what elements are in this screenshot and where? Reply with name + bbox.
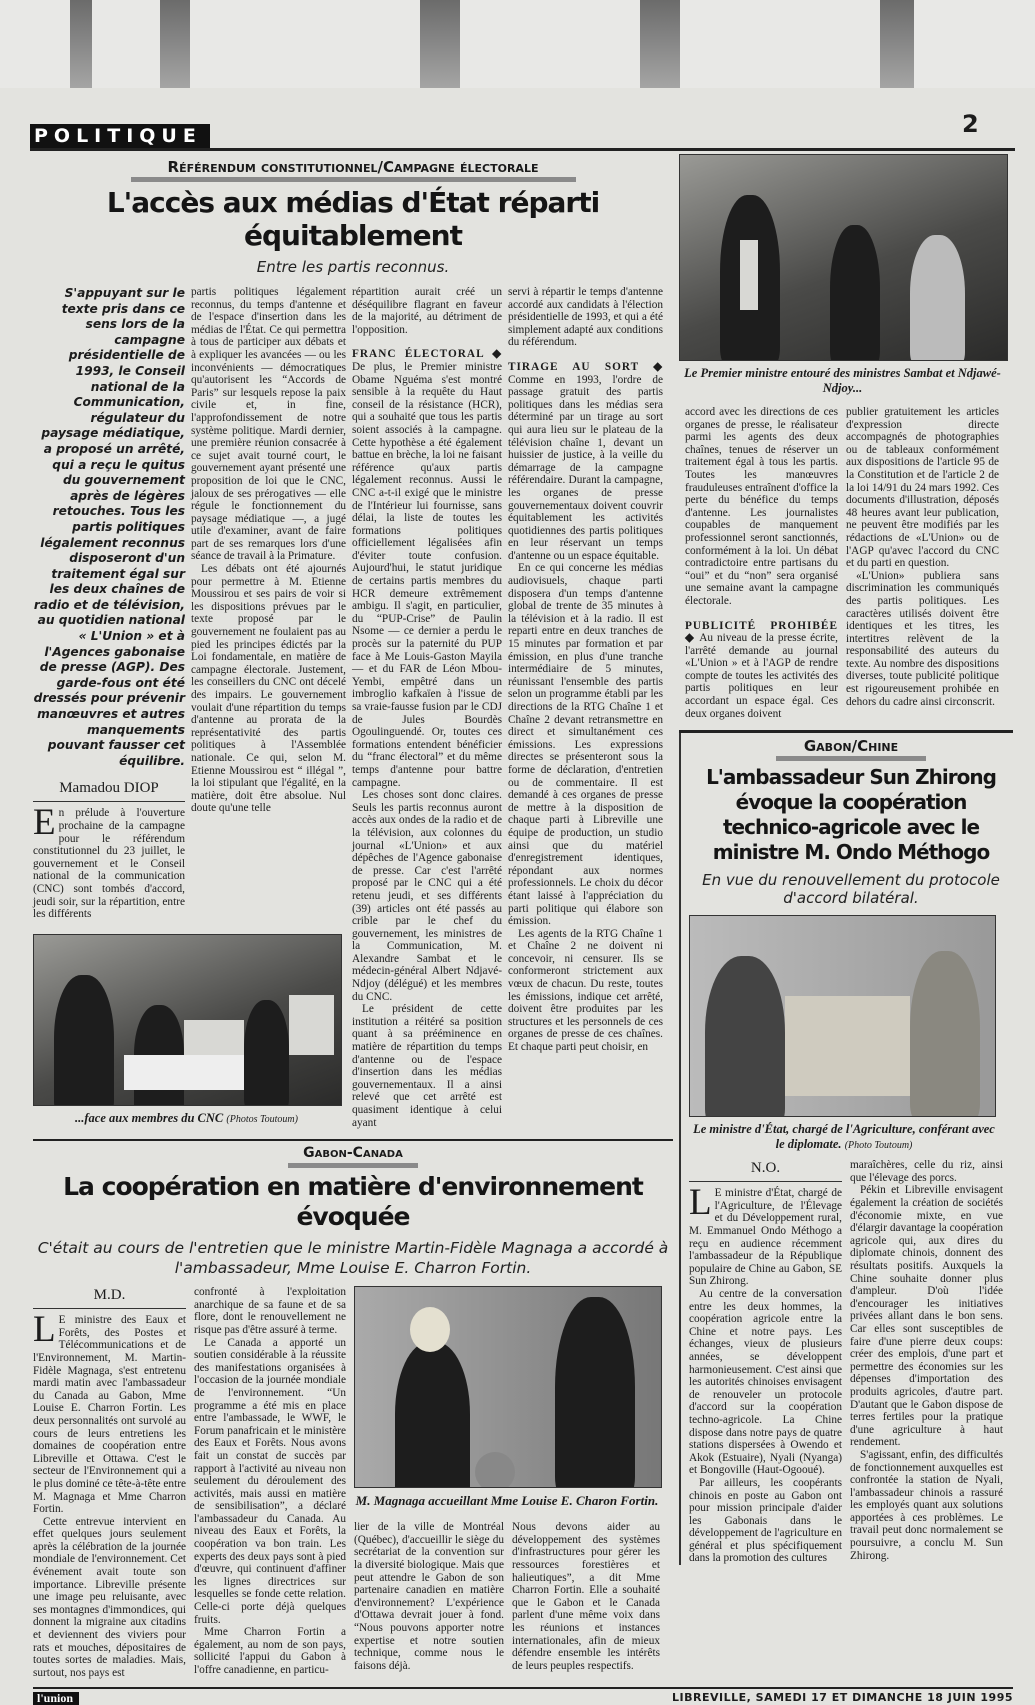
photo-minister-diplomat — [689, 915, 996, 1117]
divider — [33, 801, 185, 802]
photo-credit: (Photos Toutoum) — [226, 1114, 298, 1126]
left-area — [33, 158, 673, 1679]
article1-kicker: Référendum constitutionnel/Campagne électorale — [167, 158, 539, 176]
article3-byline: N.O. — [750, 1160, 781, 1177]
article3-kicker: Gabon/Chine — [803, 737, 899, 756]
scan-artifact — [160, 0, 190, 88]
photo-credit: (Photo Toutoum) — [844, 1140, 913, 1152]
article1-column-5 — [685, 406, 838, 720]
article3-column-1-text — [689, 1182, 842, 1565]
drop-cap: L — [689, 1182, 712, 1224]
paragraph: Comme en 1993, l'ordre de passage gratuit des partis politiques dans les médias sera déterminé par un tirage au sort qui aura lieu sur le plateau de la télévision chaîne 1, devant un huissier de justice, à la veille du démarrage de la campagne référendaire. Durant la campagne, les organes de presse gouvernementaux doivent couvrir équitablement les activités quotidiennes des partis politiques en leur réservant un temps d'antenne ou un espace équitable. — [508, 373, 663, 562]
paragraph: De plus, le Premier ministre Obame Nguéma s'est montré sensible à la requête du Haut conseil de la résistance (HCR), qui a souhaité que tous les partis soient associés à la campagne. Cette hypothèse a été également battue en brèche, la loi ne faisant référence qu'aux partis légalement reconnus. Aussi le CNC a-t-il exigé que le ministre de l'Intérieur lui fournisse, sans délai, la liste de toutes les formations politiques officiellement légalisées afin d'éviter toute confusion. Aujourd'hui, le statut juridique de certains partis membres du HCR demeure extrêmement ambigu. Il s'agit, en particulier, du “PUP-Crise” de Paulin Nsome — ce dernier a perdu le procès sur la paternité du PUP face à Me Louis-Gaston Mayila — et du FAR de Léon Mbou-Yembi, empêtré dans un imbroglio kafkaïen à l'issue de sa vraie-fausse fusion par le CDJ de Jules Bourdès Ogoulinguendé. Or, toutes ces formations entendent bénéficier du “franc électoral” et du même temps d'antenne pour battre campagne. — [352, 360, 502, 789]
photo-caption — [689, 1122, 999, 1153]
page-footer — [33, 1687, 1013, 1705]
article1-column-3 — [352, 286, 502, 1129]
scan-artifact — [420, 0, 460, 88]
article3-frame — [679, 733, 1013, 1565]
photo-left-caption — [33, 1111, 340, 1127]
article2-kicker: Gabon-Canada — [303, 1145, 403, 1162]
article3-column-2 — [850, 1159, 1003, 1565]
article1-column-4 — [508, 286, 663, 1129]
article1-body — [33, 286, 673, 1129]
kicker-bar — [131, 177, 576, 182]
caption-text: Le ministre d'État, chargé de l'Agriculture, conférant avec le diplomate. — [693, 1122, 995, 1152]
kicker-bar — [288, 1163, 418, 1168]
article2-photo-block — [354, 1286, 660, 1521]
article2-byline: M.D. — [93, 1287, 126, 1304]
section-rule — [33, 1139, 673, 1141]
caption-text: ...face aux membres du CNC — [75, 1111, 224, 1126]
article3-column-1 — [689, 1159, 842, 1565]
right-area — [679, 154, 1013, 1565]
article1-intro-block — [33, 802, 185, 921]
article2-column-2 — [194, 1286, 346, 1679]
paragraph: E ministre des Eaux et Forêts, des Postes et Télécommunications et de l'Environnement, M. Martin-Fidèle Magnaga, s'est entretenu mardi matin avec l'ambassadeur du Canada au Gabon, Mme Louise E. Charron Fortin. Les deux personnalités ont survolé au cours de leurs entretiens les domaines de coopération entre Libreville et Ottawa. C'est le secteur de l'Environnement qui a le plus dominé ce tête-à-tête entre M. Magnaga et Mme Charron Fortin. — [33, 1314, 186, 1516]
paragraph: servi à répartir le temps d'antenne accordé aux candidats à l'élection présidentielle de 1993, et qui a été simplement adapté aux conditions du référendum. — [508, 286, 663, 349]
photo-caption: M. Magnaga accueillant Mme Louise E. Charon Fortin. — [355, 1493, 659, 1509]
paragraph: «L'Union» publiera sans discrimination les communiqués des partis politiques. Les caractères utilisés doivent être identiques et les titres, les intertitres relèvent de la responsabilité des auteurs du texte. Au nombre des dispositions diverses, toute publicité politique est rigoureusement prohibée en dehors du cadre ainsi circonscrit. — [846, 569, 999, 708]
kicker-bar — [776, 756, 926, 761]
article1-headline: L'accès aux médias d'État réparti équitablement — [106, 186, 600, 252]
paragraph: partis politiques légalement reconnus, du temps d'antenne et de l'espace d'insertion dans les médias de l'État. Ce qui permettra à tous de participer aux débats et à expliquer les avancées — ou les inconvénients — démocratiques qu'autorisent les “Accords de Paris” sur lesquels repose la paix civile et, in fine, l'approfondissement de notre système politique. Mardi dernier, une première réunion consacrée à ce sujet avait tourné court, le gouvernement ayant présenté une proposition de loi que le CNC, jaloux de ses prérogatives — elle régule le fonctionnement du paysage médiatique —, a jugé utile d'examiner, avant de faire part de ses remarques lors d'une séance de travail à la Primature. — [191, 286, 346, 563]
paragraph: Les agents de la RTG Chaîne 1 et Chaîne 2 ne doivent ni concevoir, ni censurer. Ils se conformeront strictement aux vœux de chacun. Du reste, toutes les émissions, indique cet arrêté, doivent être produites par les structures et les personnels de ces organes de presse de ces chaînes. Et chaque parti peut choisir, en — [508, 927, 663, 1054]
article3-headline: L'ambassadeur Sun Zhirong évoque la coopération technico-agricole avec le ministre M. Ondo Méthogo — [706, 765, 996, 865]
scan-background-top — [0, 0, 1035, 88]
scan-artifact — [880, 0, 914, 88]
intertitle: FRANC ÉLECTORAL ◆ — [352, 348, 502, 361]
article2-column-1-text — [33, 1309, 186, 1679]
photo-top-caption: Le Premier ministre entouré des ministres Sambat et Ndjawé-Ndjoy... — [684, 366, 1001, 395]
paragraph: Les choses sont donc claires. Seuls les partis reconnus auront accès aux ondes de la radio et de la télévision, aux colonnes du journal «L'Union» et aux dépêches de l'Agence gabonaise de presse. Car c'est l'arrêté proposé par le CNC qui a été retenu jeudi, et ses différents (39) articles ont été passés au crible par le chef du gouvernement, les ministres de la Communication, M. Alexandre Sambat et le médecin-général Albert Ndjavé-Ndjoy (délégué) et les membres du CNC. — [352, 789, 502, 1003]
paragraph: maraîchères, celle du riz, ainsi que l'élevage des porcs. — [850, 1159, 1003, 1184]
paragraph: Les débats ont été ajournés pour permettre à M. Etienne Moussirou et ses pairs de voir si les dispositions prévues par le texte proposé par le gouvernement ne foulaient pas au pied les principes édictés par la Loi fondamentale, en matière de campagne électorale. Justement, les conseillers du CNC ont décelé des impairs. Le gouvernement voulait d'une répartition du temps d'antenne au prorata de la représentativité des partis politiques à l'Assemblée nationale. Ce qui, selon M. Etienne Moussirou est “ illégal ”, la loi stipulant que l'égalité, en la matière, doit être absolue. Nul doute qu'une telle — [191, 563, 346, 815]
paragraph: En ce qui concerne les médias audiovisuels, chaque parti disposera d'un temps d'antenne global de trente de 35 minutes à la télévision et à la radio. Il est reparti entre en deux tranches de 15 minutes par formation et par émission, en plus d'une tranche intermédiaire de 5 minutes, réunissant l'ensemble des partis selon un programme établi par les directions de la RTG Chaîne 1 et Chaîne 2 devant retransmettre en direct et simultanément ces émissions. Les expressions directes se présenteront sous la forme de déclaration, d'entretien ou de commentaire. Il est demandé à ces organes de presse de mettre à la disposition de chaque parti à Libreville une équipe de production, un studio ainsi que du matériel d'enregistrement identiques, répondant aux normes professionnels. Le choix du décor étant laissé à l'appréciation du parti politique qui élabore son émission. — [508, 562, 663, 928]
paragraph: confronté à l'exploitation anarchique de sa faune et de sa flore, dont le renouvellement ne risque pas d'être assuré à terme. — [194, 1286, 346, 1336]
photo-left-block — [33, 934, 346, 1129]
article1-right-columns — [679, 406, 1013, 720]
article1-byline: Mamadou DIOP — [59, 780, 159, 797]
article1-subtitle: Entre les partis reconnus. — [256, 258, 450, 276]
drop-cap: E — [33, 802, 56, 844]
paragraph: publier gratuitement les articles d'expression directe accompagnés de photographies ou de tableaux conformément aux dispositions de l'article 95 de la Constitution et de l'article 2 de la loi 14/91 du 24 mars 1992. Ces documents d'illustration, déposés 48 heures avant leur publication, ne peuvent être modifiés par les rédactions de «L'Union» ou de l'AGP qu'avec l'accord du CNC et du parti en question. — [846, 406, 999, 570]
section-rubric: POLITIQUE — [30, 124, 210, 148]
divider — [689, 1181, 842, 1182]
intertitle: TIRAGE AU SORT ◆ — [508, 360, 663, 373]
paragraph: lier de la ville de Montréal (Québec), d'accueillir le siège du secrétariat de la convention sur la diversité biologique. Mais que peut attendre le Gabon de son partenaire canadien en matière d'environnement? L'expérience d'Ottawa devrait jouer à fond. “Nous pouvons apporter notre expertise et notre soutien technique, comme nous le faisons déjà. — [354, 1521, 504, 1672]
paragraph: Nous devons aider au développement des systèmes d'infrastructures pour gérer les ressources forestières et halieutiques”, a dit Mme Charron Fortin. Elle a souhaité que le Gabon et le Canada parlent d'une même voix dans les réunions et instances internationales, afin de mieux défendre ensemble les intérêts de leurs peuples respectifs. — [512, 1521, 660, 1672]
article1-column-2 — [191, 286, 346, 922]
paragraph: E ministre d'État, chargé de l'Agriculture, de l'Élevage et du Développement rural, M. Emmanuel Ondo Méthogo a reçu en audience récemment l'ambassadeur de la République populaire de Chine au Gabon, SE Sun Zhirong. — [689, 1187, 842, 1288]
article2-subtitle: C'était au cours de l'entretien que le ministre Martin-Fidèle Magnaga a accordé à l'ambassadeur, Mme Louise E. Charron Fortin. — [37, 1239, 669, 1278]
article1-chapo: S'appuyant sur le texte pris dans ce sens lors de la campagne présidentielle de 1993, le Conseil national de la Communication, régulateur du paysage médiatique, a proposé un arrêté, qui a reçu le quitus du gouvernement après de légères retouches. Tous les partis politiques légalement reconnus disposeront d'un traitement égal sur les deux chaînes de radio et de télévision, au quotidien national « L'Union » et à l'Agences gabonaise de presse (AGP). Des garde-fous ont été dressés pour prévenir manœuvres et autres manquements pouvant fausser cet équilibre. — [33, 286, 185, 768]
article1-column-1 — [33, 286, 185, 922]
newspaper-logo: l'union — [33, 1692, 79, 1705]
newspaper-page — [33, 154, 1013, 1705]
paragraph: accord avec les directions de ces organes de presse, le réalisateur parmi les agents des deux chaînes, tenues de réserver un traitement égal à tous les partis. Toutes les manœuvres frauduleuses entraînent d'office la perte du bénéfice du temps d'antenne. Les journalistes coupables de manquement professionnel seront sanctionnés, conformément à la loi. Un débat contradictoire entre partisans du “oui” et du “non” sera organisé une semaine avant la campagne électorale. — [685, 406, 838, 607]
article1-column-6 — [846, 406, 999, 720]
article1-intro: n prélude à l'ouverture prochaine de la campagne pour le référendum constitutionnel du 23 juillet, le gouvernement et le Conseil national de la communication (CNC) sont tombés d'accord, jeudi soir, sur la répartition, entre les différents — [33, 807, 185, 921]
article2-body — [33, 1286, 673, 1679]
section-rule — [30, 148, 1015, 151]
paragraph: S'agissant, enfin, des difficultés de fonctionnement auxquelles est confrontée la station de Nyali, l'ambassadeur chinois a rassuré les employés quant aux solutions apportées à ces problèmes. Le travail peut donc normalement se poursuivre, a conclu M. Sun Zhirong. — [850, 1448, 1003, 1562]
article2-column-1 — [33, 1286, 186, 1679]
intertitle: PUBLICITÉ PROHIBÉE ◆ — [685, 619, 838, 645]
photo-magnaga-fortin — [354, 1286, 662, 1488]
dateline: LIBREVILLE, SAMEDI 17 ET DIMANCHE 18 JUIN 1995 — [672, 1691, 1013, 1705]
page-number: 2 — [962, 110, 979, 138]
paragraph: Au centre de la conversation entre les deux hommes, la coopération agricole entre la Chine et notre pays. Les échanges, vieux de plusieurs années, se développent harmonieusement. C'est ainsi que les autorités chinoises envisagent de renouveler un protocole d'accord sur la coopération techno-agricole. La Chine dispose dans notre pays de quatre stations dispersées à Owendo et Akok (Estuaire), Nyali (Nyanga) et Bongoville (Haut-Ogooué). — [689, 1288, 842, 1477]
article3-subtitle: En vue du renouvellement du protocole d'accord bilatéral. — [702, 871, 1000, 908]
article2-column-3 — [354, 1521, 504, 1679]
drop-cap: L — [33, 1309, 56, 1351]
photo-prime-minister-ministers — [679, 154, 1008, 361]
paragraph: Au niveau de la presse écrite, l'arrêté demande au journal «L'Union » et à l'AGP de rendre compte de toutes les activités des partis politiques en leur accordant un espace égal. Ces deux organes doivent — [685, 632, 838, 720]
paragraph: Le Canada a apporté un soutien considérable à la réussite des manifestations organisées à l'occasion de la journée mondiale de l'environnement. “Un programme a été mis en place entre l'ambassade, le WWF, le Forum panafricain et le ministère des Eaux et Forêts. Nous avons fait un constat de succès par rapport à l'activité au niveau non seulement du déroulement des activités, mais aussi en matière de sensibilisation”, a déclaré l'ambassadeur du Canada. Au niveau des Eaux et Forêts, la coopération va bon train. Les experts des deux pays sont à pied d'œuvre, qui continuent d'affiner les lignes directrices sur lesquelles se fonde cette relation. Celle-ci porte déjà quelques fruits. — [194, 1336, 346, 1626]
article3-body — [689, 1159, 1013, 1565]
scan-artifact — [640, 0, 680, 88]
paragraph: Mme Charron Fortin a également, au nom de son pays, sollicité l'appui du Gabon à l'offre canadienne, en particu- — [194, 1626, 346, 1676]
paragraph: répartition aurait créé un déséquilibre flagrant en faveur de la majorité, au détriment de l'opposition. — [352, 286, 502, 336]
article2-headline: La coopération en matière d'environnement évoquée — [63, 1172, 643, 1232]
photo-cnc-members — [33, 934, 342, 1106]
scan-artifact — [70, 0, 92, 88]
divider — [33, 1308, 186, 1309]
paragraph: Par ailleurs, les coopérants chinois en poste au Gabon ont pour mission principale d'aider les Gabonais dans le développement de l'agriculture en général et plus spécifiquement dans la promotion des cultures — [689, 1476, 842, 1565]
article2-column-4 — [512, 1521, 660, 1679]
paragraph: Le président de cette institution a réitéré sa position quant à sa prééminence en matière de répartition du temps d'antenne ou de l'espace d'insertion dans les médias gouvernementaux. Il a ainsi relevé que cet arrêté est quasiment identique à celui ayant — [352, 1003, 502, 1129]
paragraph: Pékin et Libreville envisagent également la création de sociétés d'économie mixte, en vue d'élargir davantage la coopération agricole qui, aux dires du diplomate chinois, donnent des résultats positifs. Auxquels la Chine souhaite donner plus d'ampleur. D'où l'idée d'encourager les initiatives privées allant dans le bon sens. Car elles sont susceptibles de faire d'une pierre deux coups: créer des emplois, d'une part et permettre des économies sur les dépenses d'importation des produits agricoles, d'autre part. D'autant que le Gabon dispose de terres fertiles pour la pratique d'une agriculture à haut rendement. — [850, 1184, 1003, 1449]
paragraph: Cette entrevue intervient en effet quelques jours seulement après la célébration de la journée mondiale de l'environnement. Cet événement avait toute son importance. Libreville présente une image peu reluisante, avec ses montagnes d'immondices, qui donnent la migraine aux citadins et deviennent des viviers pour rats et mouches, dépositaires de toutes sortes de maladies. Mais, surtout, nos pays est — [33, 1515, 186, 1679]
